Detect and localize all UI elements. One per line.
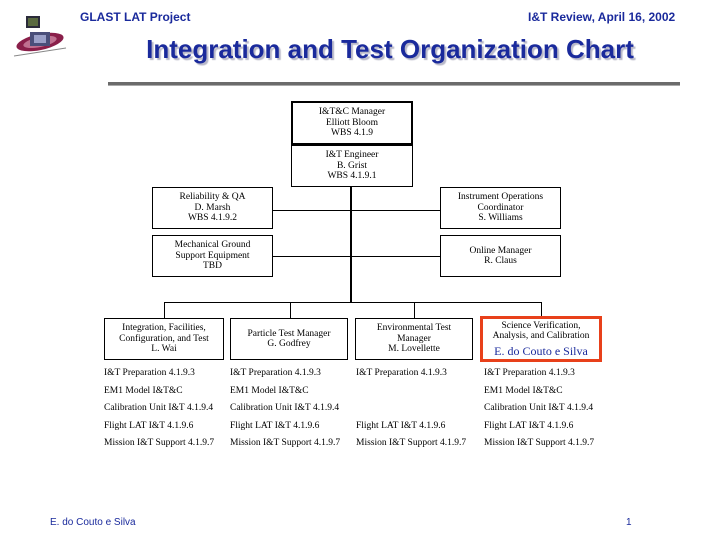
task-item: Mission I&T Support 4.1.9.7	[104, 438, 215, 448]
page-title: Integration and Test Organization Chart	[146, 34, 634, 64]
task-item: I&T Preparation 4.1.9.3	[104, 368, 195, 378]
box-science-verification: Science Verification, Analysis, and Calibration E. do Couto e Silva	[480, 316, 602, 362]
task-column-3	[356, 368, 466, 456]
task-item: EM1 Model I&T&C	[484, 385, 563, 396]
connector-drop-1	[164, 302, 165, 318]
project-name: GLAST LAT Project	[80, 10, 191, 24]
box-it-engineer: I&T Engineer B. Grist WBS 4.1.9.1	[291, 145, 413, 187]
task-item: Mission I&T Support 4.1.9.7	[484, 438, 595, 448]
box-particle-test-manager: Particle Test Manager G. Godfrey	[230, 318, 348, 360]
box-itc-manager: I&T&C Manager Elliott Bloom WBS 4.1.9	[291, 101, 413, 145]
connector-trunk	[350, 186, 352, 303]
connector-drop-4	[541, 302, 542, 316]
task-column-1	[104, 368, 214, 456]
task-item: EM1 Model I&T&C	[230, 385, 309, 396]
task-item: Flight LAT I&T 4.1.9.6	[230, 420, 320, 431]
box-instrument-operations: Instrument Operations Coordinator S. Williams	[440, 187, 561, 229]
box-mechanical-gse: Mechanical Ground Support Equipment TBD	[152, 235, 273, 277]
footer-author: E. do Couto e Silva	[50, 517, 136, 528]
connector-staff-lower	[272, 256, 440, 257]
task-item	[356, 386, 466, 404]
connector-staff-upper	[272, 210, 440, 211]
task-item: Flight LAT I&T 4.1.9.6	[104, 420, 194, 431]
box-integration-facilities: Integration, Facilities, Configuration, and Test L. Wai	[104, 318, 224, 360]
title-divider	[108, 82, 680, 86]
task-item: EM1 Model I&T&C	[104, 385, 183, 396]
task-item: I&T Preparation 4.1.9.3	[230, 368, 321, 378]
review-date: I&T Review, April 16, 2002	[528, 10, 676, 24]
task-item: I&T Preparation 4.1.9.3	[356, 368, 447, 378]
connector-drop-2	[290, 302, 291, 318]
task-item: Calibration Unit I&T 4.1.9.4	[230, 403, 340, 413]
task-item	[356, 403, 466, 421]
task-item: I&T Preparation 4.1.9.3	[484, 368, 575, 378]
page-number: 1	[626, 517, 632, 528]
box-reliability-qa: Reliability & QA D. Marsh WBS 4.1.9.2	[152, 187, 273, 229]
task-column-4	[484, 368, 594, 456]
task-item: Flight LAT I&T 4.1.9.6	[356, 420, 446, 431]
task-item: Calibration Unit I&T 4.1.9.4	[104, 403, 214, 413]
connector-drop-3	[414, 302, 415, 318]
task-item: Calibration Unit I&T 4.1.9.4	[484, 403, 594, 413]
task-column-2	[230, 368, 340, 456]
task-item: Mission I&T Support 4.1.9.7	[230, 438, 341, 448]
box-environmental-test-manager: Environmental Test Manager M. Lovellette	[355, 318, 473, 360]
connector-bus	[164, 302, 542, 303]
task-item: Flight LAT I&T 4.1.9.6	[484, 420, 574, 431]
task-item: Mission I&T Support 4.1.9.7	[356, 438, 467, 448]
box-online-manager: Online Manager R. Claus	[440, 235, 561, 277]
